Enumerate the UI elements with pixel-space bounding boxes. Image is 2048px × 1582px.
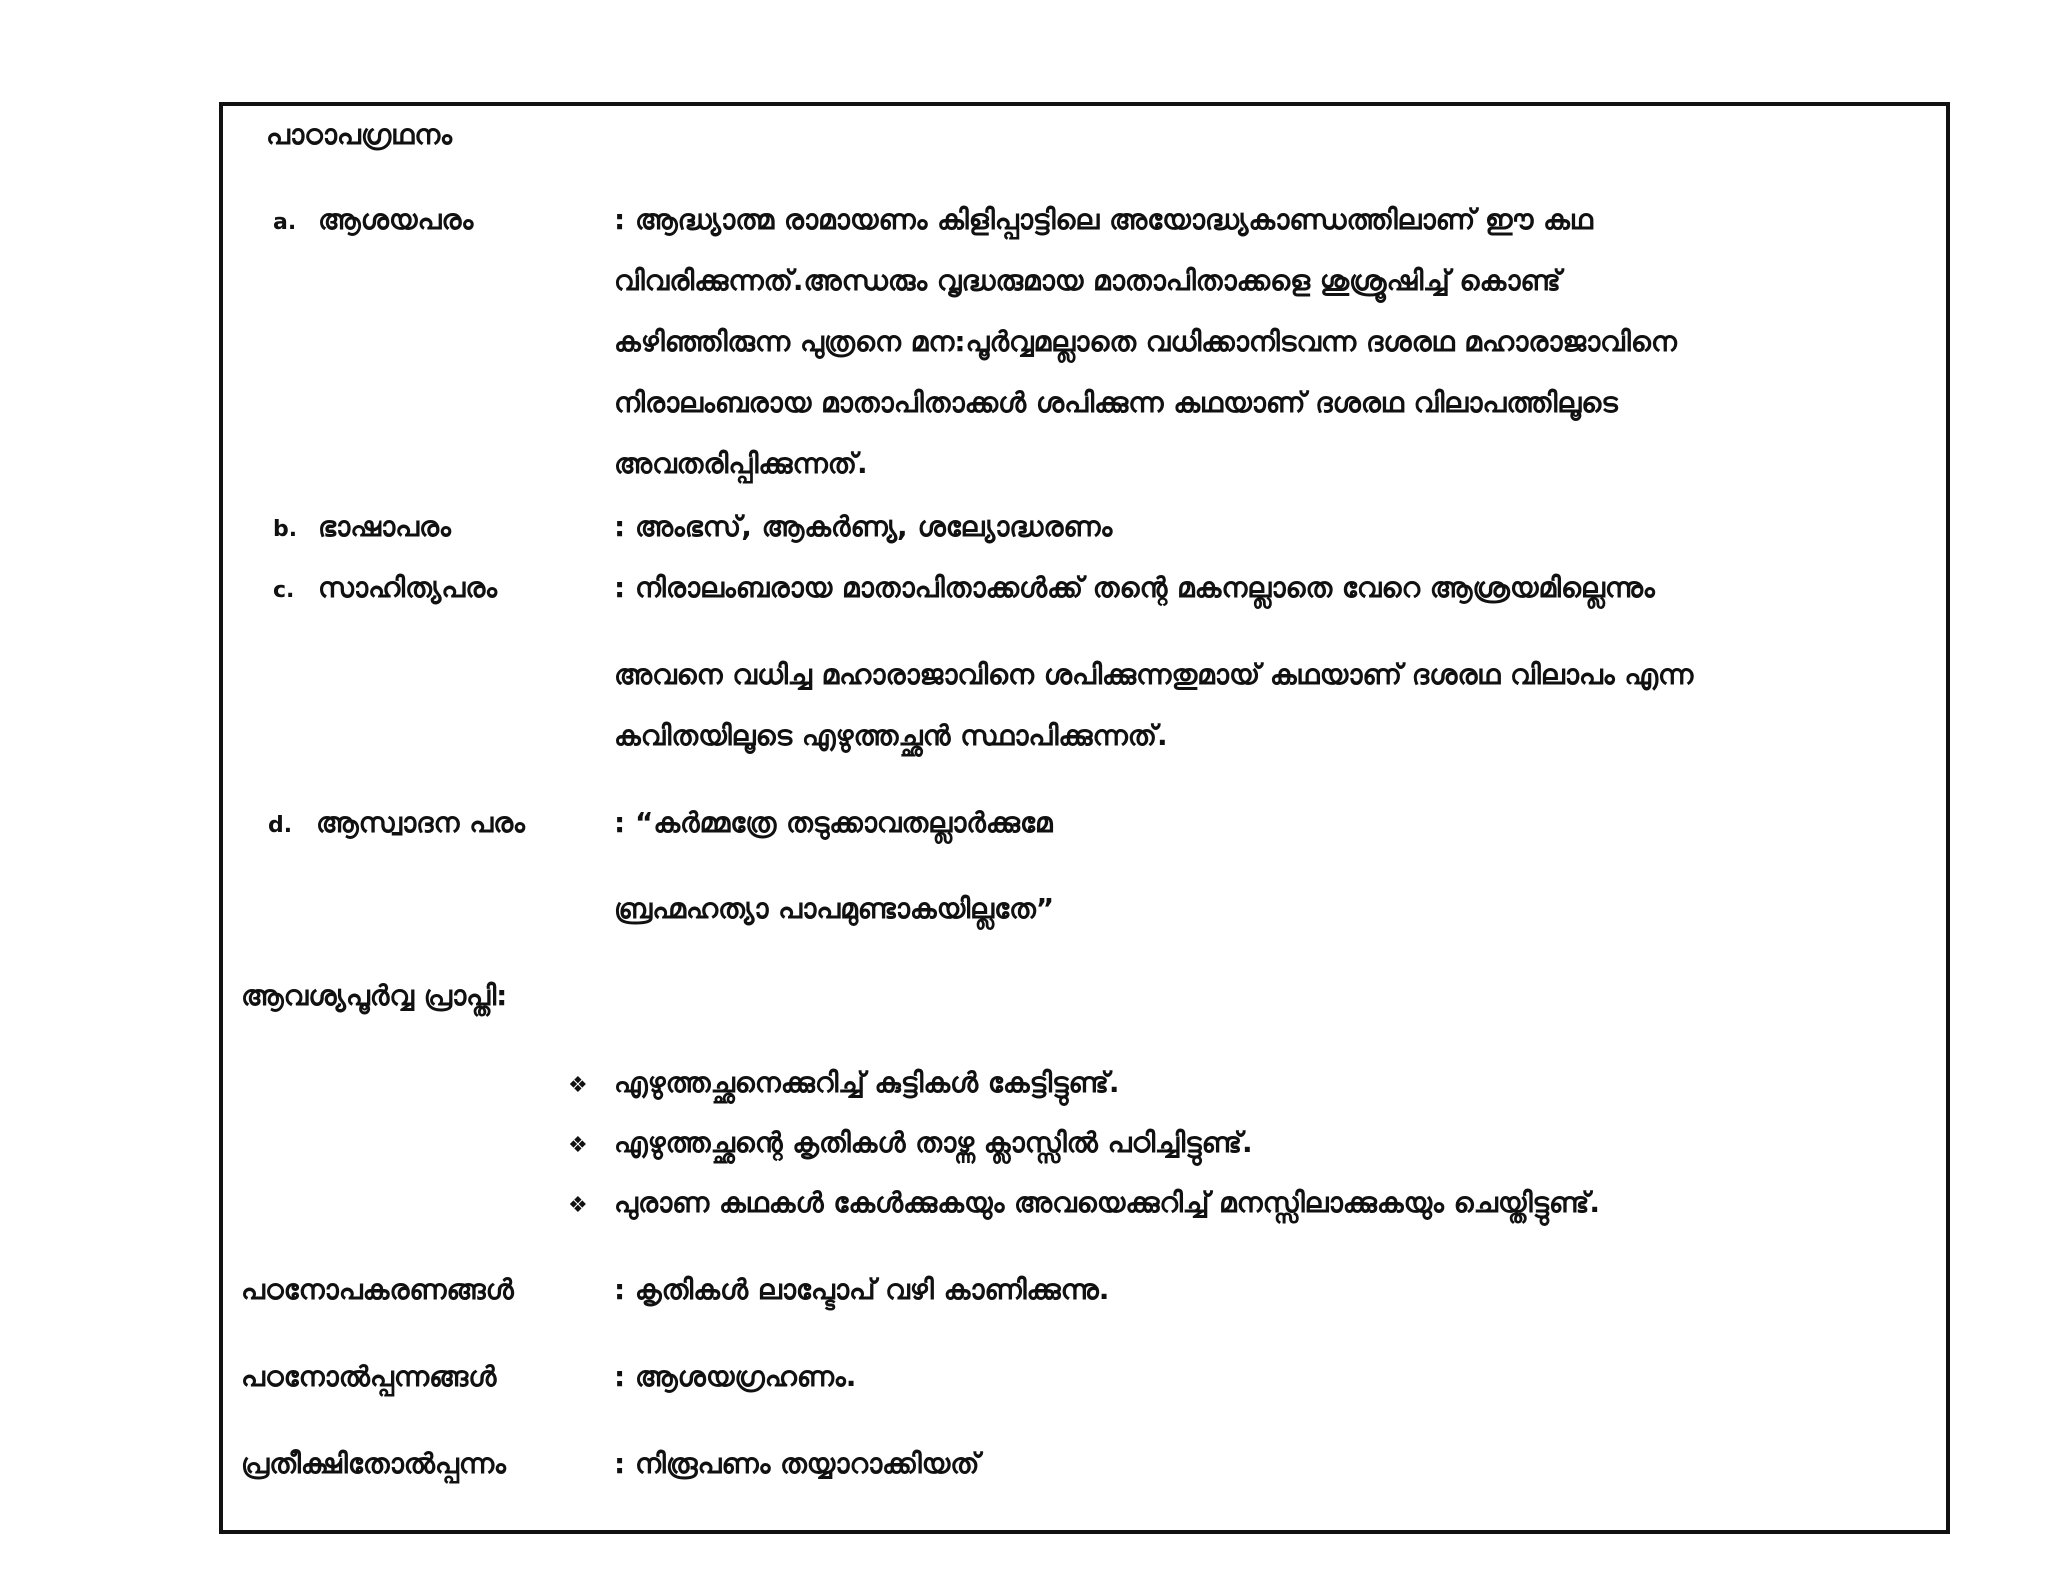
diamond-bullet-icon: ❖ xyxy=(568,1193,588,1218)
prerequisite-item-2: എഴുത്തച്ഛന്റെ കൃതികൾ താഴ്ന്ന ക്ലാസ്സിൽ പഠിച്ചിട്ടുണ്ട്. xyxy=(614,1126,1253,1159)
item-letter-b: b. xyxy=(273,517,298,542)
item-label-b: ഭാഷാപരം xyxy=(318,510,451,543)
products-value: : ആശയഗ്രഹണം. xyxy=(614,1360,857,1393)
item-b-line-1: : അംഭസ്, ആകർണ്യ, ശല്യോദ്ധരണം xyxy=(614,510,1113,543)
item-letter-a: a. xyxy=(273,210,297,235)
expected-value: : നിരൂപണം തയ്യാറാക്കിയത് xyxy=(614,1447,980,1480)
item-letter-c: c. xyxy=(273,578,295,603)
item-letter-d: d. xyxy=(268,813,293,838)
expected-label: പ്രതീക്ഷിതോൽപ്പന്നം xyxy=(241,1447,506,1480)
diamond-bullet-icon: ❖ xyxy=(568,1133,588,1158)
item-d-line-1: : “കർമ്മത്രേ തടുക്കാവതല്ലാർക്കുമേ xyxy=(614,806,1053,839)
prerequisite-item-1: എഴുത്തച്ഛനെക്കുറിച്ച് കുട്ടികൾ കേട്ടിട്ടുണ്ട്. xyxy=(614,1066,1120,1099)
resources-value: : കൃതികൾ ലാപ്ടോപ് വഴി കാണിക്കുന്നു. xyxy=(614,1273,1110,1306)
item-d-line-2: ബ്രഹ്മഹത്യാ പാപമുണ്ടാകയില്ലതേ” xyxy=(614,892,1055,925)
item-a-line-5: അവതരിപ്പിക്കുന്നത്. xyxy=(614,447,868,480)
item-a-line-1: : ആദ്ധ്യാത്മ രാമായണം കിളിപ്പാട്ടിലെ അയോദ്ധ്യകാണ്ഡത്തിലാണ് ഈ കഥ xyxy=(614,203,1593,236)
item-a-line-2: വിവരിക്കുന്നത്.അന്ധരും വൃദ്ധരുമായ മാതാപിതാക്കളെ ശുശ്രൂഷിച്ച് കൊണ്ട് xyxy=(614,264,1561,297)
resources-label: പഠനോപകരണങ്ങൾ xyxy=(241,1273,514,1306)
item-label-a: ആശയപരം xyxy=(318,203,474,236)
item-label-d: ആസ്വാദന പരം xyxy=(316,806,525,839)
item-a-line-3: കഴിഞ്ഞിരുന്ന പുത്രനെ മന:പൂർവ്വമല്ലാതെ വധിക്കാനിടവന്ന ദശരഥ മഹാരാജാവിനെ xyxy=(614,325,1677,358)
diamond-bullet-icon: ❖ xyxy=(568,1073,588,1098)
item-c-line-3: കവിതയിലൂടെ എഴുത്തച്ഛൻ സ്ഥാപിക്കുന്നത്. xyxy=(614,719,1168,752)
item-label-c: സാഹിത്യപരം xyxy=(318,571,497,604)
item-c-line-1: : നിരാലംബരായ മാതാപിതാക്കൾക്ക് തന്റെ മകനല്ലാതെ വേറെ ആശ്രയമില്ലെന്നും xyxy=(614,571,1655,604)
prerequisite-item-3: പുരാണ കഥകൾ കേൾക്കുകയും അവയെക്കുറിച്ച് മനസ്സിലാക്കുകയും ചെയ്തിട്ടുണ്ട്. xyxy=(614,1186,1601,1219)
item-a-line-4: നിരാലംബരായ മാതാപിതാക്കൾ ശപിക്കുന്ന കഥയാണ് ദശരഥ വിലാപത്തിലൂടെ xyxy=(614,386,1618,419)
item-c-line-2: അവനെ വധിച്ച മഹാരാജാവിനെ ശപിക്കുന്നതുമായ് കഥയാണ് ദശരഥ വിലാപം എന്ന xyxy=(614,658,1694,691)
section-heading: പാഠാപഗ്രഥനം xyxy=(266,118,452,151)
prerequisite-title: ആവശ്യപൂർവ്വ പ്രാപ്തി: xyxy=(241,979,508,1012)
products-label: പഠനോൽപ്പന്നങ്ങൾ xyxy=(241,1360,497,1393)
